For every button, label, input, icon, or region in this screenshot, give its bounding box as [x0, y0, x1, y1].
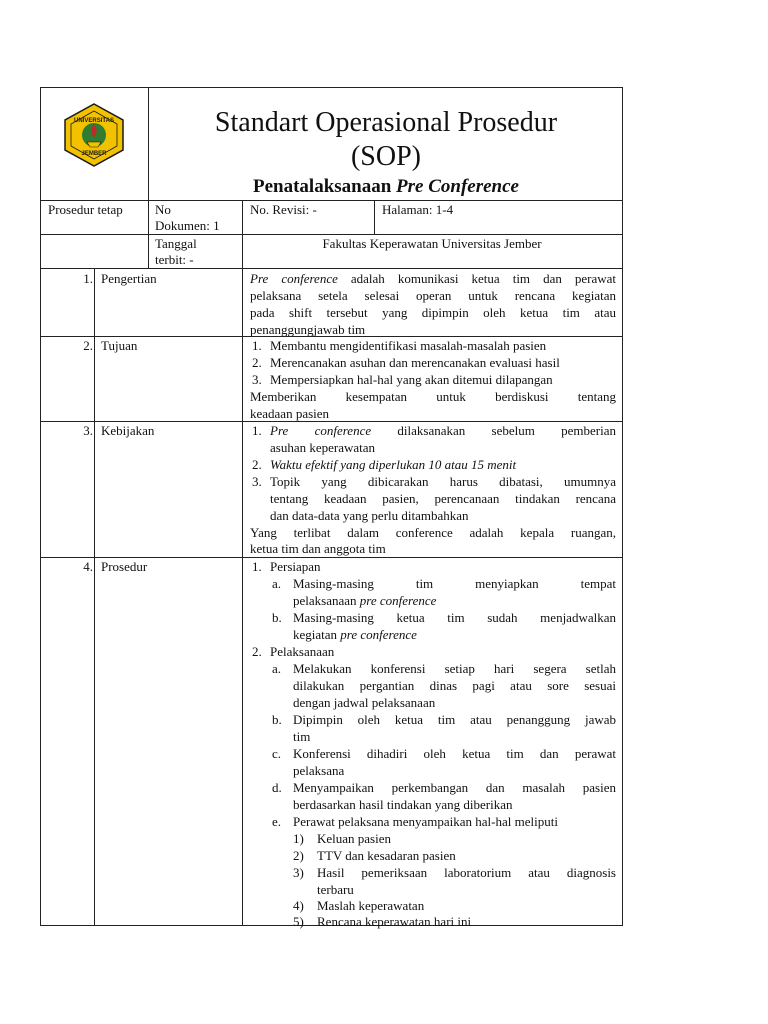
section-label: Kebijakan	[101, 423, 155, 438]
logo-text-top: UNIVERSITAS	[74, 118, 114, 124]
subtitle-plain: Penatalaksanaan	[252, 176, 397, 197]
section-prosedur: 4. Prosedur 1. Persiapan a. Masing-masing tim menyiapkan tempat pelaksanaan pre conference b. Masing-masing ketua tim sudah menjadwalkan kegiatan pre conference 2. Pelaksanaan a. Melakukan konferensi setiap hari segera setlah dilakukan pergantian dinas pagi atau sore sesuai dengan jadwal pelaksanaan b. Dipimpin oleh ketua tim atau penanggung jawab tim c. Konferensi dihadiri oleh ketua tim dan perawat pelaksana d. Menyampaikan perkembangan dan masalah pasien berdasarkan hasil tindakan yang diberikan e. Perawat pelaksana menyampaikan hal-hal meliputi 1) Keluan pasien 2) TTV dan kesadaran pasien 3) Hasil pemeriksaan laboratorium atau diagnosis terbaru 4) Maslah keperawatan 5) Rencana keperawatan hari ini	[41, 557, 622, 926]
text-line: ketua tim dan anggota tim	[250, 541, 386, 556]
section-kebijakan: 3. Kebijakan 1. Pre conference dilaksanakan sebelum pemberian asuhan keperawatan 2. Waktu efektif yang diperlukan 10 atau 15 menit 3. Topik yang dibicarakan harus dibatasi, umumnya tentang keadaan pasien, perencanaan tindakan rencana dan data-data yang perlu ditambahkan Yang terlibat dalam conference adalah kepala ruangan, ketua tim dan anggota tim	[41, 421, 622, 558]
section-number: 4.	[83, 559, 93, 574]
no-revisi: No. Revisi: -	[250, 202, 317, 217]
section-tujuan: 2. Tujuan 1. Membantu mengidentifikasi masalah-masalah pasien 2. Merencanakan asuhan dan merencanakan evaluasi hasil 3. Mempersiapkan hal-hal yang akan ditemui dilapangan Memberikan kesempatan untuk berdiskusi tentang keadaan pasien	[41, 336, 622, 422]
text-line: asuhan keperawatan	[270, 440, 376, 455]
text-line: pelaksanaan pre conference	[293, 593, 437, 608]
subtitle	[149, 175, 623, 199]
halaman: Halaman: 1-4	[382, 202, 454, 217]
no-dokumen-line-1: No	[155, 202, 171, 217]
prosedur-tetap-label: Prosedur tetap	[48, 202, 123, 217]
text-span: adalah komunikasi ketua tim dan perawat	[337, 271, 617, 286]
text-line: dengan jadwal pelaksanaan	[293, 695, 436, 710]
title-line-1: Standart Operasional Prosedur	[214, 107, 558, 138]
tanggal-line-1: Tanggal	[155, 236, 197, 251]
text-line: pada shift tersebut yang dipimpin oleh ketua tim atau	[250, 305, 616, 320]
sop-document	[40, 87, 623, 929]
section-label: Tujuan	[101, 338, 138, 353]
text-line: terbaru	[317, 882, 354, 897]
section-number: 3.	[83, 423, 93, 438]
section-number: 1.	[83, 271, 93, 286]
section-number: 2.	[83, 338, 93, 353]
no-dokumen-line-2: Dokumen: 1	[155, 218, 220, 233]
italic-term: Pre conference	[250, 271, 338, 286]
text-line	[250, 271, 616, 288]
fakultas: Fakultas Keperawatan Universitas Jember	[322, 236, 542, 251]
section-pengertian	[41, 268, 622, 337]
meta-row-2	[41, 234, 622, 269]
title-line-2: (SOP)	[350, 141, 421, 172]
section-label: Pengertian	[101, 271, 157, 286]
italic-term: Pre conference	[270, 423, 372, 438]
logo-text-bottom: JEMBER	[81, 151, 107, 157]
text-line: pelaksana	[293, 763, 345, 778]
tanggal-line-2: terbit: -	[155, 252, 194, 267]
text-line: dilakukan pergantian dinas pagi atau sore sesuai	[293, 678, 616, 693]
text-line: tentang keadaan pasien, perencanaan tindakan rencana	[270, 491, 616, 506]
text-line: Memberikan kesempatan untuk berdiskusi tentang	[250, 389, 616, 404]
text-line: Yang terlibat dalam conference adalah kepala ruangan,	[250, 525, 616, 540]
text-line: pelaksana setela selesai operan untuk rencana kegiatan	[250, 288, 616, 303]
meta-row-1	[41, 200, 622, 235]
text-line: kegiatan pre conference	[293, 627, 417, 642]
text-line: tim	[293, 729, 311, 744]
text-line: penanggungjawab tim	[250, 322, 366, 337]
text-line: berdasarkan hasil tindakan yang diberikan	[293, 797, 513, 812]
text-line: keadaan pasien	[250, 406, 330, 421]
subtitle-italic: Pre Conference	[396, 176, 519, 197]
section-label: Prosedur	[101, 559, 148, 574]
text-line: dan data-data yang perlu ditambahkan	[270, 508, 469, 523]
university-logo	[61, 102, 127, 168]
